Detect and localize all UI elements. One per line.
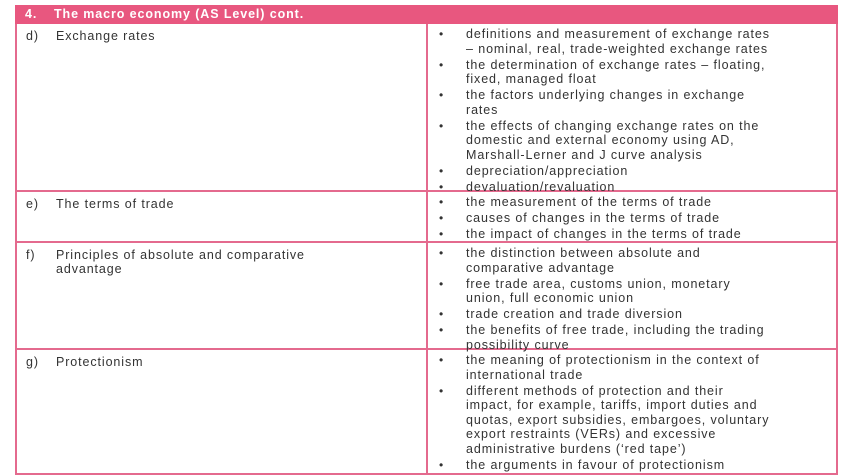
- section-title: The macro economy (AS Level) cont.: [54, 7, 305, 21]
- content-cell: [428, 192, 836, 241]
- list-item: [428, 119, 836, 163]
- content-cell: [428, 243, 836, 352]
- list-item: [428, 180, 836, 195]
- list-item: [428, 384, 836, 457]
- topic-title: The terms of trade: [56, 197, 175, 211]
- topic-label: d): [26, 29, 39, 43]
- list-item: [428, 164, 836, 179]
- bullet-icon: •: [439, 195, 445, 209]
- list-item: [428, 195, 836, 210]
- topic-cell: [17, 350, 428, 473]
- list-item-text: the impact of changes in the terms of trade: [466, 227, 742, 241]
- bullet-icon: •: [439, 179, 445, 194]
- bullet-icon: •: [439, 383, 445, 398]
- topic-title: Exchange rates: [56, 29, 156, 43]
- topic-cell: [17, 24, 428, 190]
- list-item-text: the determination of exchange rates – floating, fixed, managed float: [466, 57, 766, 86]
- content-list: [428, 246, 836, 352]
- bullet-icon: •: [439, 353, 445, 367]
- bullet-icon: •: [439, 276, 445, 291]
- topic-cell: [17, 243, 428, 348]
- table-row: [15, 243, 838, 350]
- list-item: [428, 211, 836, 226]
- section-header: [15, 5, 838, 24]
- list-item: [428, 227, 836, 242]
- topic-cell: [17, 192, 428, 241]
- list-item-text: depreciation/appreciation: [466, 163, 629, 178]
- bullet-icon: •: [439, 88, 445, 102]
- list-item: [428, 353, 836, 382]
- topic-title: Principles of absolute and comparative advantage: [56, 248, 305, 276]
- list-item-text: the arguments in favour of protectionism: [466, 457, 726, 472]
- bullet-icon: •: [439, 457, 445, 472]
- list-item: [428, 246, 836, 275]
- list-item-text: the meaning of protectionism in the context of international trade: [466, 353, 760, 382]
- content-list: [428, 195, 836, 242]
- table-row: [15, 192, 838, 243]
- table-row: [15, 24, 838, 192]
- list-item: [428, 458, 836, 473]
- bullet-icon: •: [439, 227, 445, 241]
- bullet-icon: •: [439, 118, 445, 133]
- list-item: [428, 27, 836, 56]
- list-item-text: the benefits of free trade, including the trading possibility curve: [466, 323, 765, 352]
- bullet-icon: •: [439, 307, 445, 321]
- list-item-text: the factors underlying changes in exchange rates: [466, 88, 745, 117]
- topic-label: g): [26, 355, 39, 369]
- list-item-text: causes of changes in the terms of trade: [466, 211, 720, 225]
- list-item-text: the measurement of the terms of trade: [466, 195, 712, 209]
- list-item: [428, 277, 836, 306]
- list-item-text: free trade area, customs union, monetary union, full economic union: [466, 276, 731, 305]
- list-item: [428, 307, 836, 322]
- table-row: [15, 350, 838, 475]
- list-item-text: the effects of changing exchange rates on the domestic and external economy using AD, Marshall-Lerner and J curve analysis: [466, 118, 760, 162]
- list-item-text: different methods of protection and their impact, for example, tariffs, import duties and quotas, export subsidies, embargoes, voluntary export restraints (VERs) and excessive administrative burdens (‘red tape’): [466, 383, 770, 456]
- topic-label: f): [26, 248, 36, 262]
- content-list: [428, 27, 836, 194]
- list-item-text: definitions and measurement of exchange rates – nominal, real, trade-weighted exchange rates: [466, 27, 770, 56]
- content-list: [428, 353, 836, 472]
- bullet-icon: •: [439, 57, 445, 72]
- content-cell: [428, 350, 836, 473]
- list-item-text: the distinction between absolute and comparative advantage: [466, 246, 701, 275]
- content-cell: [428, 24, 836, 194]
- list-item: [428, 58, 836, 87]
- bullet-icon: •: [439, 163, 445, 178]
- list-item: [428, 323, 836, 352]
- list-item-text: devaluation/revaluation: [466, 179, 616, 194]
- bullet-icon: •: [439, 323, 445, 337]
- syllabus-table: [15, 5, 838, 475]
- bullet-icon: •: [439, 27, 445, 41]
- bullet-icon: •: [439, 211, 445, 225]
- topic-label: e): [26, 197, 39, 211]
- list-item: [428, 88, 836, 117]
- section-number: 4.: [25, 7, 38, 21]
- bullet-icon: •: [439, 246, 445, 260]
- list-item-text: trade creation and trade diversion: [466, 307, 683, 321]
- topic-title: Protectionism: [56, 355, 144, 369]
